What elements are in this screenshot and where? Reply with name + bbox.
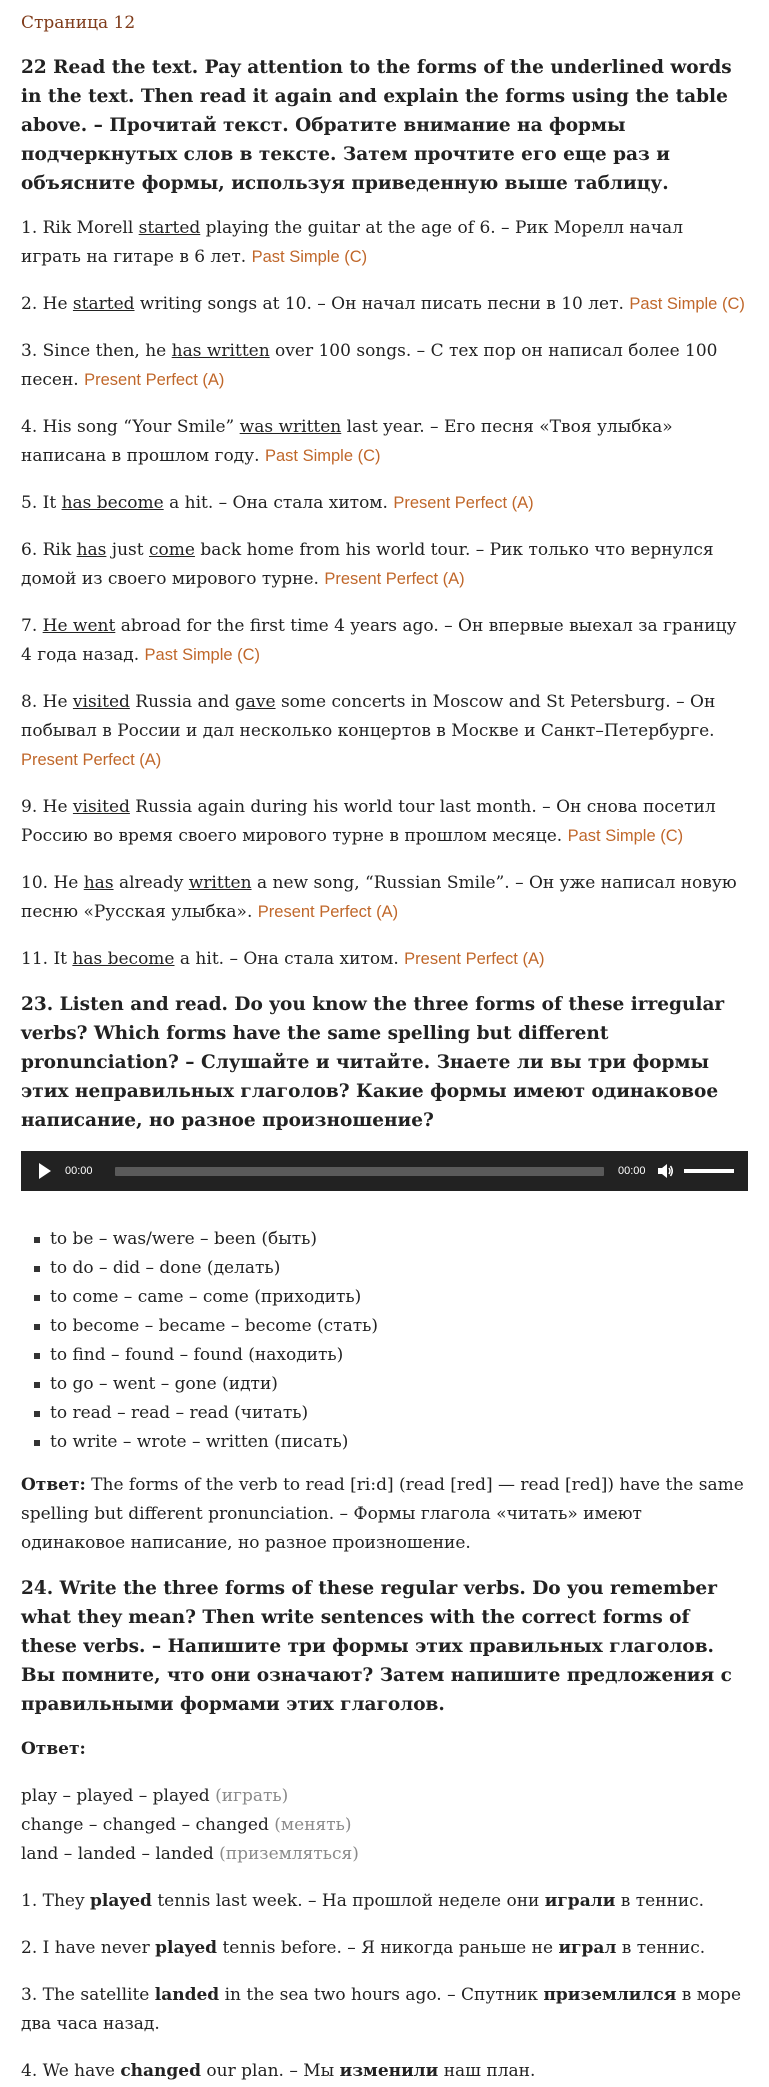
sentence-start: 7. <box>21 616 43 636</box>
sentence-text: tennis before. – Я никогда раньше не <box>217 1938 559 1958</box>
bold-verb: played <box>89 1891 152 1911</box>
volume-slider[interactable] <box>684 1169 734 1173</box>
underlined-verb: has become <box>72 949 175 969</box>
sentence-item <box>21 869 748 927</box>
sentence-start: 5. It <box>21 493 62 513</box>
sentence-text: back home from his world tour. – Рик только что вернулся домой из своего мирового турне. <box>21 540 714 589</box>
underlined-verb: come <box>148 540 195 560</box>
underlined-verb: visited <box>72 797 130 817</box>
sentence-text: a new song, “Russian Smile”. – Он уже написал новую песню «Русская улыбка». <box>21 873 737 922</box>
task-23-answer <box>21 1471 748 1558</box>
sentence-item <box>21 489 748 518</box>
underlined-verb: visited <box>72 692 130 712</box>
sentence-text: a hit. – Она стала хитом. <box>174 949 405 969</box>
sentence-text: Russia and <box>129 692 235 712</box>
sentence-text: в теннис. <box>616 1938 706 1958</box>
verb-translation: (менять) <box>274 1815 352 1835</box>
sentence-text: Russia again during his world tour last month. – Он снова посетил Россию во время своего мирового турне в прошлом месяце. <box>21 797 716 846</box>
sentence-text: 4. We have <box>21 2061 121 2081</box>
sentence-text: writing songs at 10. – Он начал писать песни в 10 лет. <box>134 294 630 314</box>
sentence-text: в теннис. <box>615 1891 705 1911</box>
tense-answer: Present Perfect (A) <box>257 903 399 921</box>
verb-forms-line <box>21 1811 748 1840</box>
verb-forms: play – played – played <box>21 1786 216 1806</box>
answer-label: Ответ: <box>21 1475 86 1495</box>
bold-verb: играли <box>544 1891 616 1911</box>
verb-forms-line <box>21 1782 748 1811</box>
sentence-text: 2. I have never <box>21 1938 156 1958</box>
sentence-item <box>21 413 748 471</box>
task-22-heading: 22 Read the text. Pay attention to the forms of the underlined words in the text. Then read it again and explain the forms using the table above. – Прочитай текст. Обратите внимание на формы подчеркнутых слов в тексте. Затем прочтите его еще раз и объясните формы, используя приведенную выше таблицу. <box>21 57 732 194</box>
tense-answer: Past Simple (C) <box>251 248 368 266</box>
sentence-start: 8. He <box>21 692 73 712</box>
seek-bar[interactable] <box>115 1167 604 1176</box>
sentence-text: 1. They <box>21 1891 90 1911</box>
sentence-text: over 100 songs. – С тех пор он написал более 100 песен. <box>21 341 718 390</box>
verb-forms: change – changed – changed <box>21 1815 275 1835</box>
page-number-label: Страница 12 <box>21 13 136 33</box>
tense-answer: Present Perfect (A) <box>84 371 225 389</box>
sentence-item <box>21 688 748 775</box>
tense-answer: Present Perfect (A) <box>393 494 534 512</box>
underlined-verb: started <box>72 294 135 314</box>
tense-answer: Past Simple (C) <box>264 447 381 465</box>
task-24-answer-label <box>21 1735 748 1764</box>
task-24-heading: 24. Write the three forms of these regular verbs. Do you remember what they mean? Then write sentences with the correct forms of these verbs. – Напишите три формы этих правильных глаголов. Вы помните, что они означают? Затем напишите предложения с правильными формами этих глаголов. <box>21 1578 732 1715</box>
play-icon[interactable] <box>39 1163 51 1179</box>
verb-forms-line <box>21 1840 748 1869</box>
sentence-start: 3. Since then, he <box>21 341 172 361</box>
sentence-start: 10. He <box>21 873 84 893</box>
sentence-start: 1. Rik Morell <box>21 218 139 238</box>
verb-forms: land – landed – landed <box>21 1844 220 1864</box>
verb-forms-list <box>21 1782 748 1869</box>
bold-verb: played <box>155 1938 218 1958</box>
underlined-verb: He went <box>42 616 116 636</box>
sentence-text: already <box>113 873 189 893</box>
sentence-item <box>21 337 748 395</box>
sentence-start: 9. He <box>21 797 73 817</box>
bold-verb: изменили <box>339 2061 439 2081</box>
audio-player <box>21 1151 748 1191</box>
sentence-start: 11. It <box>21 949 73 969</box>
underlined-verb: written <box>188 873 252 893</box>
verb-item: to find – found – found (находить) <box>50 1341 748 1370</box>
sentence-item <box>21 536 748 594</box>
verb-item: to write – wrote – written (писать) <box>50 1428 748 1457</box>
sentence-text: a hit. – Она стала хитом. <box>163 493 394 513</box>
task-23-heading: 23. Listen and read. Do you know the three forms of these irregular verbs? Which forms have the same spelling but different pronunciation? – Слушайте и читайте. Знаете ли вы три формы этих неправильных глаголов? Какие формы имеют одинаковое написание, но разное произношение? <box>21 994 725 1131</box>
bold-verb: landed <box>154 1985 220 2005</box>
tense-answer: Present Perfect (A) <box>404 950 545 968</box>
sentence-text: last year. – Его песня «Твоя улыбка» написана в прошлом году. <box>21 417 673 466</box>
sentence-item <box>21 793 748 851</box>
sentence-start: 4. His song “Your Smile” <box>21 417 240 437</box>
verb-item: to come – came – come (приходить) <box>50 1283 748 1312</box>
bold-verb: приземлился <box>543 1985 677 2005</box>
example-sentence <box>21 1934 748 1963</box>
verb-item: to be – was/were – been (быть) <box>50 1225 748 1254</box>
sentence-text: playing the guitar at the age of 6. – Рик Морелл начал играть на гитаре в 6 лет. <box>21 218 683 267</box>
sentences-list <box>21 1887 748 2086</box>
sentence-text: some concerts in Moscow and St Petersburg. – Он побывал в России и дал несколько концертов в Москве и Санкт–Петербурге. <box>21 692 716 741</box>
sentence-text: abroad for the first time 4 years ago. – Он впервые выехал за границу 4 года назад. <box>21 616 737 665</box>
sentence-text: in the sea two hours ago. – Спутник <box>219 1985 544 2005</box>
example-sentence <box>21 2057 748 2086</box>
answer-label: Ответ: <box>21 1739 86 1759</box>
sentence-text: наш план. <box>438 2061 536 2081</box>
verb-translation: (приземляться) <box>219 1844 359 1864</box>
volume-icon[interactable] <box>658 1164 674 1178</box>
underlined-verb: has <box>83 873 114 893</box>
sentence-start: 2. He <box>21 294 73 314</box>
sentence-text: just <box>106 540 149 560</box>
bold-verb: играл <box>558 1938 617 1958</box>
bold-verb: changed <box>120 2061 202 2081</box>
underlined-verb: has written <box>171 341 270 361</box>
tense-answer: Present Perfect (A) <box>324 570 465 588</box>
verb-item: to become – became – become (стать) <box>50 1312 748 1341</box>
sentence-text: 3. The satellite <box>21 1985 155 2005</box>
duration: 00:00 <box>618 1164 646 1177</box>
tense-answer: Past Simple (C) <box>567 827 684 845</box>
tense-answer: Present Perfect (A) <box>21 751 162 769</box>
sentence-item <box>21 290 748 319</box>
verb-item: to do – did – done (делать) <box>50 1254 748 1283</box>
sentence-item <box>21 612 748 670</box>
underlined-verb: started <box>138 218 201 238</box>
verb-item: to read – read – read (читать) <box>50 1399 748 1428</box>
underlined-verb: has <box>76 540 107 560</box>
underlined-verb: was written <box>239 417 342 437</box>
example-sentence <box>21 1981 748 2039</box>
verb-translation: (играть) <box>215 1786 289 1806</box>
example-sentence <box>21 1887 748 1916</box>
current-time: 00:00 <box>65 1164 93 1177</box>
verb-item: to go – went – gone (идти) <box>50 1370 748 1399</box>
underlined-verb: gave <box>234 692 276 712</box>
underlined-verb: has become <box>61 493 164 513</box>
sentence-start: 6. Rik <box>21 540 77 560</box>
task-22-items <box>21 214 748 974</box>
sentence-text: our plan. – Мы <box>201 2061 340 2081</box>
sentence-item <box>21 214 748 272</box>
answer-text: The forms of the verb to read [ri:d] (read [red] — read [red]) have the same spelling but different pronunciation. – Формы глагола «читать» имеют одинаковое написание, но разное произношение. <box>21 1475 744 1553</box>
sentence-text: tennis last week. – На прошлой неделе они <box>151 1891 545 1911</box>
tense-answer: Past Simple (C) <box>144 646 261 664</box>
verb-list <box>21 1225 748 1457</box>
tense-answer: Past Simple (C) <box>629 295 745 313</box>
sentence-text: в море два часа назад. <box>21 1985 742 2034</box>
sentence-item <box>21 945 748 974</box>
